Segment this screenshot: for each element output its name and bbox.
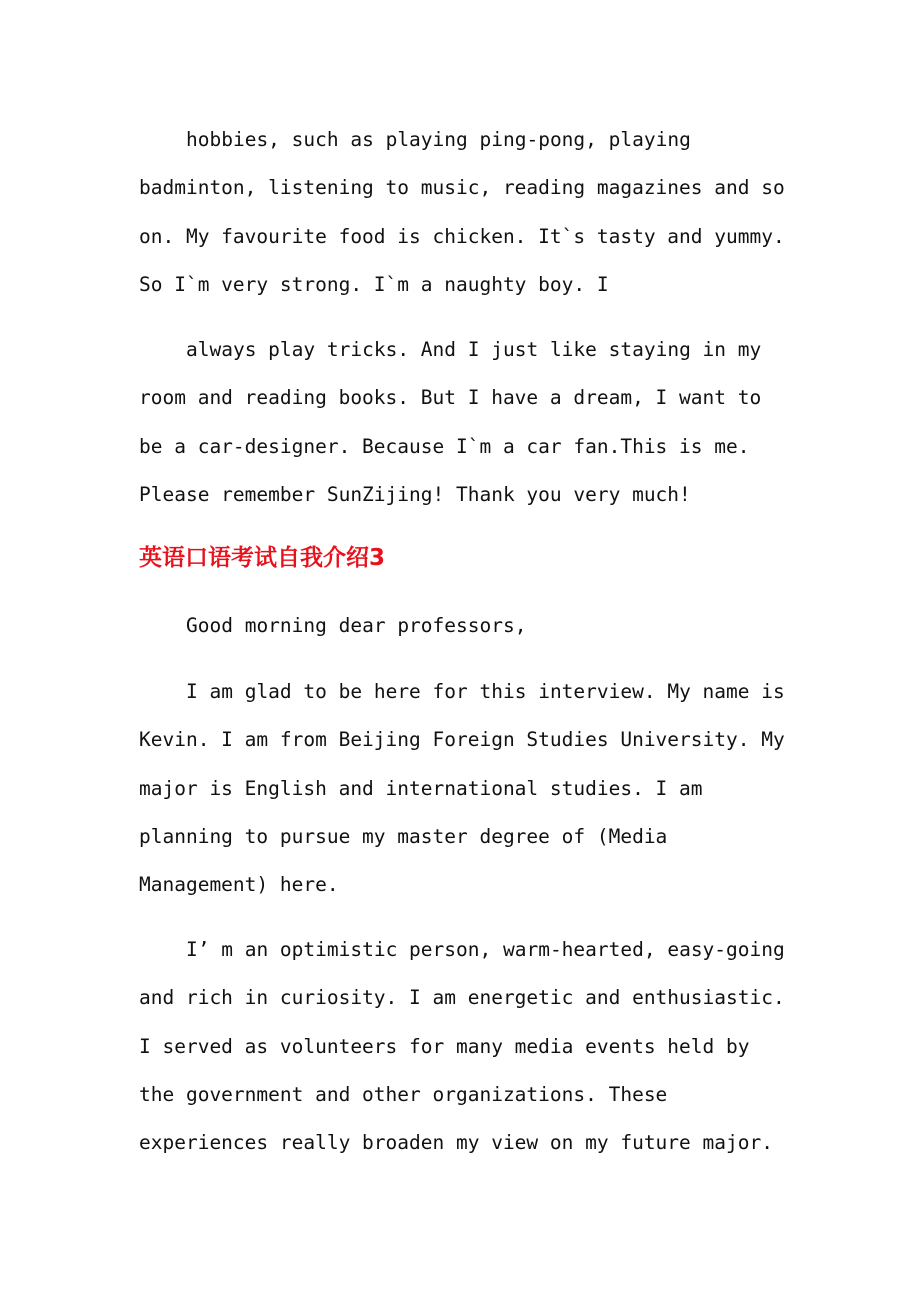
- paragraph-line: I’ m an optimistic person, warm-hearted, easy-going: [186, 938, 785, 961]
- paragraph-line: major is English and international studies. I am: [139, 776, 703, 800]
- paragraph-line: planning to pursue my master degree of (Media: [139, 824, 668, 848]
- paragraph-line: Please remember SunZijing! Thank you very much!: [139, 482, 691, 506]
- paragraph-line: experiences really broaden my view on my future major.: [139, 1131, 773, 1155]
- paragraph-line: I served as volunteers for many media events held by: [139, 1034, 750, 1058]
- paragraph-line: room and reading books. But I have a dream, I want to: [139, 386, 762, 410]
- paragraph-line: be a car-designer. Because I`m a car fan.This is me.: [139, 434, 750, 458]
- paragraph-line: Good morning dear professors,: [186, 614, 527, 637]
- paragraph-line: and rich in curiosity. I am energetic and enthusiastic.: [139, 986, 785, 1010]
- section-heading: 英语口语考试自我介绍3: [139, 545, 386, 571]
- paragraph-line: badminton, listening to music, reading magazines and so: [139, 176, 785, 200]
- paragraph-hobbies: [139, 116, 799, 309]
- paragraph-line: Management) here.: [139, 873, 339, 897]
- paragraph-line: So I`m very strong. I`m a naughty boy. I: [139, 272, 609, 296]
- paragraph-line: Kevin. I am from Beijing Foreign Studies University. My: [139, 728, 785, 752]
- paragraph-line: the government and other organizations. These: [139, 1082, 668, 1106]
- paragraph-introduction: [139, 668, 799, 909]
- paragraph-greeting: [139, 602, 799, 650]
- paragraph-line: on. My favourite food is chicken. It`s tasty and yummy.: [139, 224, 785, 248]
- paragraph-line: always play tricks. And I just like staying in my: [186, 338, 762, 361]
- paragraph-dream: [139, 326, 799, 519]
- paragraph-line: I am glad to be here for this interview. My name is: [186, 680, 785, 703]
- paragraph-line: hobbies, such as playing ping-pong, playing: [186, 128, 691, 151]
- paragraph-personality: [139, 926, 799, 1167]
